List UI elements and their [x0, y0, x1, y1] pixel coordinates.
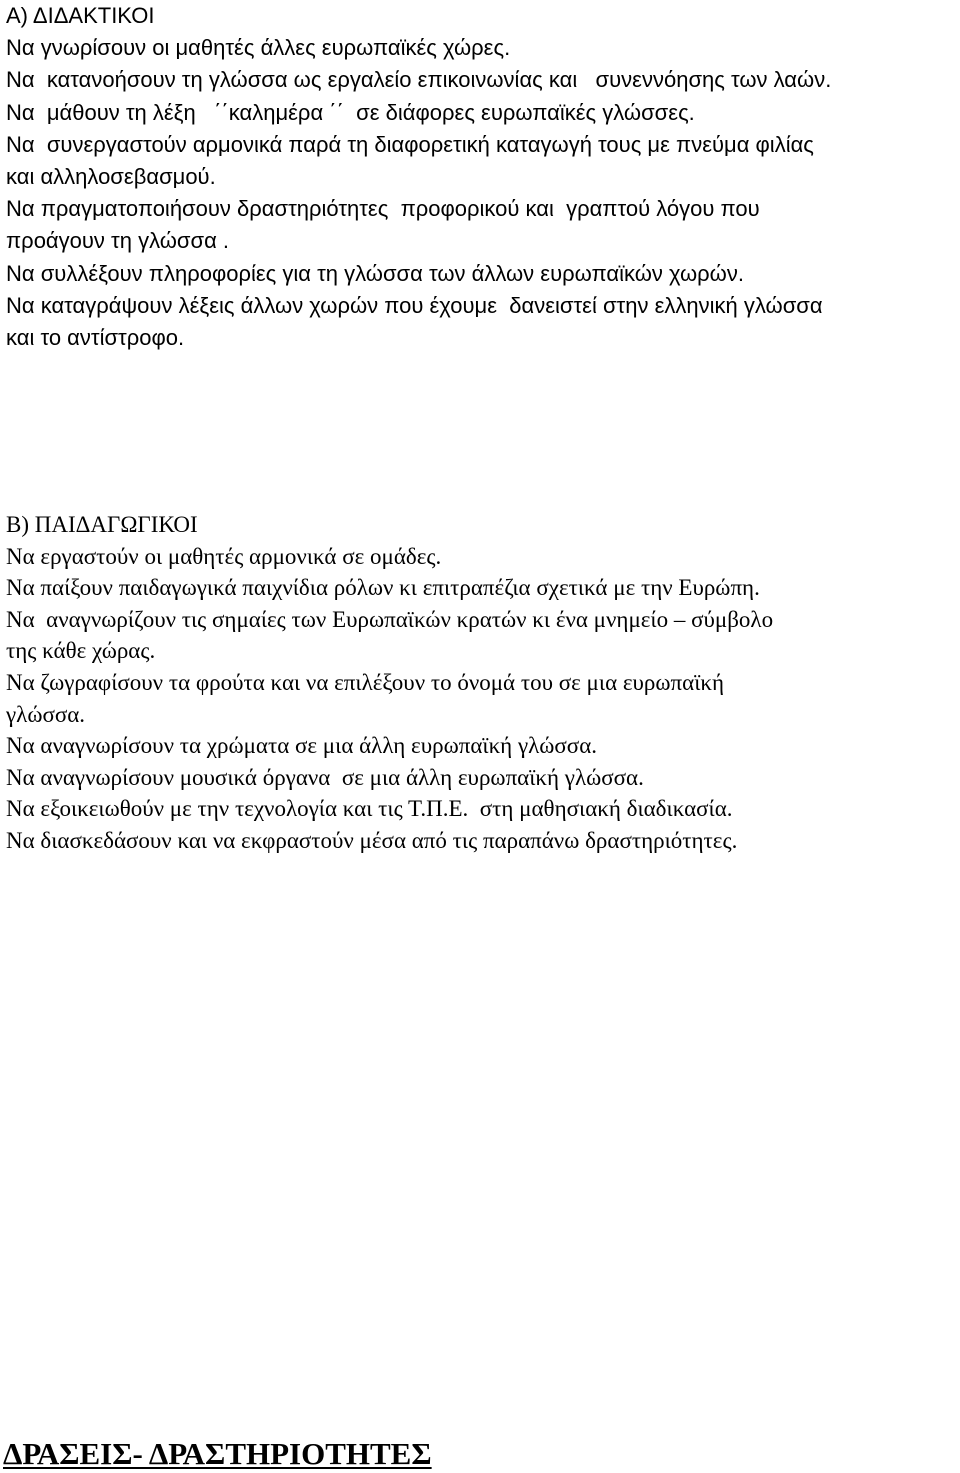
section-didactic-objectives [6, 0, 956, 354]
section-a-line: προάγουν τη γλώσσα . [6, 228, 230, 254]
section-a-line: Να συλλέξουν πληροφορίες για τη γλώσσα των άλλων ευρωπαϊκών χωρών. [6, 260, 744, 286]
section-b-title: Β) ΠΑΙΔΑΓΩΓΙΚΟΙ [6, 512, 198, 537]
section-b-line: Να ζωγραφίσουν τα φρούτα και να επιλέξουν το όνομά του σε μια ευρωπαϊκή [6, 669, 724, 695]
section-a-title: Α) ΔΙΔΑΚΤΙΚΟΙ [6, 3, 155, 28]
section-b-line: της κάθε χώρας. [6, 638, 156, 664]
section-b-line: Να αναγνωρίσουν τα χρώματα σε μια άλλη ευρωπαϊκή γλώσσα. [6, 733, 597, 759]
section-b-line: Να αναγνωρίζουν τις σημαίες των Ευρωπαϊκών κρατών κι ένα μνημείο – σύμβολο [6, 606, 774, 632]
activities-heading: ΔΡΑΣΕΙΣ- ΔΡΑΣΤΗΡΙΟΤΗΤΕΣ [3, 1436, 432, 1471]
section-b-line: Να αναγνωρίσουν μουσικά όργανα σε μια άλλη ευρωπαϊκή γλώσσα. [6, 764, 644, 790]
section-b-line: Να εργαστούν οι μαθητές αρμονικά σε ομάδες. [6, 543, 442, 569]
section-pedagogical-objectives [6, 509, 956, 857]
section-a-line: Να πραγματοποιήσουν δραστηριότητες προφορικού και γραπτού λόγου που [6, 196, 760, 222]
section-b-line: Να εξοικειωθούν με την τεχνολογία και τις Τ.Π.Ε. στη μαθησιακή διαδικασία. [6, 796, 733, 822]
section-a-line: Να καταγράψουν λέξεις άλλων χωρών που έχουμε δανειστεί στην ελληνική γλώσσα [6, 292, 823, 318]
section-a-line: και το αντίστροφο. [6, 325, 185, 351]
section-a-line: Να κατανοήσουν τη γλώσσα ως εργαλείο επικοινωνίας και συνεννόησης των λαών. [6, 67, 832, 93]
section-b-line: Να διασκεδάσουν και να εκφραστούν μέσα από τις παραπάνω δραστηριότητες. [6, 827, 738, 853]
section-b-line: γλώσσα. [6, 701, 86, 727]
section-a-line: Να γνωρίσουν οι μαθητές άλλες ευρωπαϊκές χώρες. [6, 35, 511, 61]
section-a-line: Να συνεργαστούν αρμονικά παρά τη διαφορετική καταγωγή τους με πνεύμα φιλίας [6, 131, 814, 157]
section-a-line: και αλληλοσεβασμού. [6, 164, 216, 190]
section-a-line: Να μάθουν τη λέξη ΄΄καλημέρα ΄΄ σε διάφορες ευρωπαϊκές γλώσσες. [6, 99, 695, 125]
section-b-line: Να παίξουν παιδαγωγικά παιχνίδια ρόλων κι επιτραπέζια σχετικά με την Ευρώπη. [6, 575, 760, 601]
